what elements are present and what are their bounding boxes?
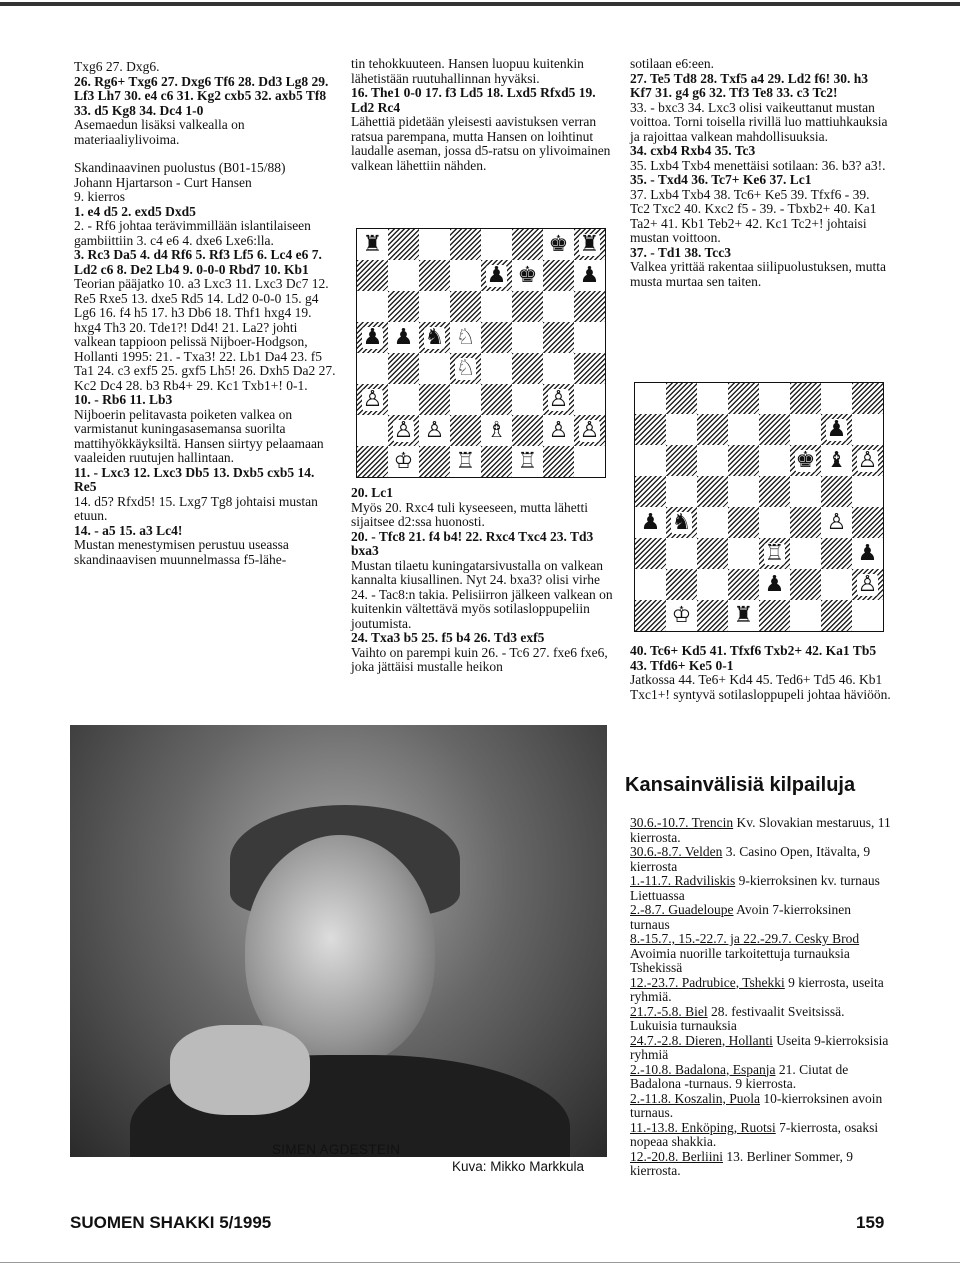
board-square — [759, 383, 790, 414]
board-square — [635, 383, 666, 414]
chess-piece: ♟ — [857, 540, 878, 566]
board-square — [759, 414, 790, 445]
board-square — [821, 445, 852, 476]
board-square — [574, 415, 605, 446]
board-square — [357, 291, 388, 322]
chess-piece: ♟ — [826, 416, 847, 442]
board-square — [357, 446, 388, 477]
board-square — [697, 445, 728, 476]
tournament-desc: 10-kierroksinen avoin turnaus. — [630, 1090, 883, 1120]
board-square — [635, 476, 666, 507]
paragraph: 24. Txa3 b5 25. f5 b4 26. Td3 exf5 — [351, 630, 545, 645]
board-square — [666, 507, 697, 538]
board-square — [635, 569, 666, 600]
paragraph: 34. cxb4 Rxb4 35. Tc3 — [630, 143, 756, 158]
board-square — [512, 291, 543, 322]
board-square — [635, 538, 666, 569]
board-square — [728, 600, 759, 631]
tournament-item — [630, 1005, 892, 1034]
chess-piece: ♖ — [517, 448, 538, 474]
paragraph: 14. d5? Rfxd5! 15. Lxg7 Tg8 johtaisi mustan etuun. — [74, 493, 318, 523]
paragraph: Myös 20. Rxc4 tuli kyseeseen, mutta lähetti sijaitsee d2:ssa huonosti. — [351, 499, 588, 529]
paragraph: 10. - Rb6 11. Lb3 — [74, 392, 173, 407]
board-square — [666, 445, 697, 476]
chess-piece: ♙ — [548, 386, 569, 412]
chess-piece: ♙ — [826, 509, 847, 535]
board-square — [697, 383, 728, 414]
board-square — [666, 538, 697, 569]
paragraph: 2. - Rf6 johtaa terävimmillään islantilaiseen gambiittiin 3. c4 e6 4. dxe6 Lxe6:lla. — [74, 218, 311, 248]
tournament-date-place: 2.-11.8. Koszalin, Puola — [630, 1090, 760, 1106]
text-column-3 — [630, 57, 892, 289]
chess-piece: ♚ — [795, 447, 816, 473]
board-square — [790, 476, 821, 507]
chess-piece: ♖ — [764, 540, 785, 566]
board-square — [512, 415, 543, 446]
board-square — [512, 229, 543, 260]
board-square — [419, 415, 450, 446]
paragraph: 3. Rc3 Da5 4. d4 Rf6 5. Rf3 Lf5 6. Lc4 e6 7. Ld2 c6 8. De2 Lb4 9. 0-0-0 Rbd7 10. Kb1 — [74, 247, 322, 277]
paragraph: 35. - Txd4 36. Tc7+ Ke6 37. Lc1 — [630, 172, 812, 187]
board-square — [759, 569, 790, 600]
board-square — [852, 538, 883, 569]
tournament-desc: 13. Berliner Sommer, 9 kierrosta. — [630, 1148, 853, 1178]
tournament-item — [630, 1150, 892, 1179]
photo-caption: SIMEN AGDESTEIN — [272, 1142, 401, 1157]
board-square — [388, 229, 419, 260]
board-square — [450, 446, 481, 477]
board-square — [759, 600, 790, 631]
tournament-date-place: 2.-8.7. Guadeloupe — [630, 902, 734, 917]
footer-magazine: SUOMEN SHAKKI 5/1995 — [70, 1213, 272, 1232]
tournament-date-place: 21.7.-5.8. Biel — [630, 1003, 708, 1019]
board-square — [419, 353, 450, 384]
board-square — [543, 353, 574, 384]
board-square — [852, 383, 883, 414]
photo-hand — [170, 1025, 310, 1115]
paragraph: Lähettiä pidetään yleisesti aavistuksen verran ratsua parempana, mutta Hansen on loihtinut laudalle aseman, jossa d5-ratsu on ylivoimainen valkean lähettiin nähden. — [351, 114, 611, 173]
board-square — [574, 446, 605, 477]
chess-piece: ♔ — [393, 448, 414, 474]
board-square — [635, 507, 666, 538]
text-column-3-lower — [630, 644, 892, 702]
board-square — [852, 507, 883, 538]
tournament-item — [630, 932, 892, 976]
board-square — [357, 415, 388, 446]
tournament-desc: 9-kierroksinen kv. turnaus Liettuassa — [630, 873, 880, 903]
tournament-item — [630, 1092, 892, 1121]
board-square — [852, 569, 883, 600]
paragraph: 27. Te5 Td8 28. Txf5 a4 29. Ld2 f6! 30. h3 Kf7 31. g4 g6 32. Tf3 Te8 33. c3 Tc2! — [630, 70, 869, 100]
board-square — [543, 384, 574, 415]
tournament-item — [630, 845, 892, 874]
board-square — [574, 322, 605, 353]
tournament-item — [630, 816, 892, 845]
paragraph: 35. Lxb4 Txb4 menettäisi sotilaan: 36. b3? a3!. — [630, 157, 886, 173]
chess-piece: ♜ — [579, 231, 600, 257]
board-square — [419, 322, 450, 353]
board-square — [388, 384, 419, 415]
text-column-2-lower — [351, 486, 613, 675]
paragraph: Nijboerin pelitavasta poiketen valkea on varmistanut kuningasasemansa suorilta mattihyökkäyksiltä. Hansen siirtyy pelaamaan vaaleiden ruutujen hallintaan. — [74, 406, 324, 465]
board-square — [666, 476, 697, 507]
board-square — [635, 445, 666, 476]
chess-piece: ♙ — [857, 571, 878, 597]
board-square — [481, 384, 512, 415]
board-square — [574, 384, 605, 415]
board-square — [450, 384, 481, 415]
chess-piece: ♔ — [671, 602, 692, 628]
top-rule — [0, 2, 960, 6]
board-square — [790, 445, 821, 476]
board-square — [821, 600, 852, 631]
chess-piece: ♙ — [393, 417, 414, 443]
tournament-desc: Avoimia nuorille tarkoitettuja turnauksia Tshekissä — [630, 945, 850, 975]
paragraph: Mustan tilaetu kuningatarsivustalla on valkean kannalta kiusallinen. Nyt 24. bxa3? olisi virhe 24. - Tac8:n takia. Pelisiirron jälkeen valkean on kuitenkin vältettävä myös sotilasloppupeliin joutumista. — [351, 557, 613, 631]
chess-piece: ♚ — [548, 231, 569, 257]
paragraph: sotilaan e6:een. — [630, 56, 714, 71]
board-square — [450, 353, 481, 384]
chess-piece: ♚ — [517, 262, 538, 288]
board-square — [574, 353, 605, 384]
paragraph: 40. Tc6+ Kd5 41. Tfxf6 Txb2+ 42. Ka1 Tb5 43. Tfd6+ Ke5 0-1 — [630, 643, 877, 673]
board-square — [481, 415, 512, 446]
board-square — [759, 538, 790, 569]
chess-piece: ♖ — [455, 448, 476, 474]
board-square — [481, 260, 512, 291]
tournament-item — [630, 1121, 892, 1150]
tournament-date-place: 11.-13.8. Enköping, Ruotsi — [630, 1119, 776, 1135]
tournament-desc: Useita 9-kierroksisia ryhmiä — [630, 1032, 889, 1062]
board-square — [790, 507, 821, 538]
board-square — [512, 260, 543, 291]
board-square — [666, 414, 697, 445]
tournament-item — [630, 903, 892, 932]
board-square — [728, 445, 759, 476]
board-square — [543, 229, 574, 260]
board-square — [450, 291, 481, 322]
chess-piece: ♟ — [764, 571, 785, 597]
board-square — [728, 476, 759, 507]
tournament-list — [630, 816, 892, 1179]
text-column-2 — [351, 57, 613, 173]
board-square — [512, 322, 543, 353]
board-square — [852, 445, 883, 476]
section-title: Kansainvälisiä kilpailuja — [625, 774, 856, 796]
board-square — [512, 384, 543, 415]
board-square — [821, 383, 852, 414]
board-square — [481, 353, 512, 384]
board-square — [759, 507, 790, 538]
board-square — [697, 414, 728, 445]
paragraph — [74, 147, 336, 161]
tournament-item — [630, 1063, 892, 1092]
paragraph: 26. Rg6+ Txg6 27. Dxg6 Tf6 28. Dd3 Lg8 29. Lf3 Lh7 30. e4 c6 31. Kg2 cxb5 32. axb5 Tf8 33. d5 Kg8 34. Dc4 1-0 — [74, 73, 329, 118]
board-square — [697, 538, 728, 569]
board-square — [728, 383, 759, 414]
board-square — [450, 229, 481, 260]
board-square — [790, 569, 821, 600]
player-photo — [70, 725, 607, 1157]
paragraph: Skandinaavinen puolustus (B01-15/88) — [74, 160, 286, 175]
chess-piece: ♘ — [455, 324, 476, 350]
chess-piece: ♟ — [393, 324, 414, 350]
board-square — [697, 476, 728, 507]
tournament-date-place: 24.7.-2.8. Dieren, Hollanti — [630, 1032, 773, 1048]
paragraph: Johann Hjartarson - Curt Hansen — [74, 174, 252, 190]
tournament-desc: 28. festivaalit Sveitsissä. Lukuisia turnauksia — [630, 1003, 845, 1033]
board-square — [357, 353, 388, 384]
chess-diagram-1 — [356, 228, 606, 478]
chess-piece: ♜ — [733, 602, 754, 628]
board-square — [388, 446, 419, 477]
tournament-date-place: 1.-11.7. Radviliskis — [630, 873, 736, 888]
board-square — [419, 229, 450, 260]
tournament-date-place: 2.-10.8. Badalona, Espanja — [630, 1061, 776, 1077]
board-square — [512, 353, 543, 384]
board-square — [543, 322, 574, 353]
bottom-rule — [0, 1262, 960, 1263]
chess-piece: ♝ — [826, 447, 847, 473]
board-square — [388, 260, 419, 291]
chess-piece: ♗ — [486, 417, 507, 443]
board-square — [821, 569, 852, 600]
paragraph: 14. - a5 15. a3 Lc4! — [74, 522, 183, 538]
board-square — [821, 507, 852, 538]
board-square — [790, 414, 821, 445]
board-square — [728, 507, 759, 538]
board-square — [419, 446, 450, 477]
board-square — [481, 446, 512, 477]
board-square — [543, 260, 574, 291]
board-square — [357, 322, 388, 353]
board-square — [574, 260, 605, 291]
board-square — [697, 600, 728, 631]
board-square — [543, 446, 574, 477]
board-square — [728, 569, 759, 600]
board-square — [852, 414, 883, 445]
chess-piece: ♟ — [486, 262, 507, 288]
tournament-desc: 3. Casino Open, Itävalta, 9 kierrosta — [630, 844, 871, 874]
board-square — [388, 322, 419, 353]
board-square — [666, 600, 697, 631]
tournament-item — [630, 874, 892, 903]
board-square — [790, 600, 821, 631]
board-square — [481, 322, 512, 353]
board-square — [419, 384, 450, 415]
tournament-desc: 7-kierrosta, osaksi nopeaa shakkia. — [630, 1119, 879, 1149]
chess-piece: ♙ — [579, 417, 600, 443]
board-square — [821, 476, 852, 507]
paragraph: 9. kierros — [74, 189, 125, 204]
board-square — [450, 260, 481, 291]
tournament-item — [630, 1034, 892, 1063]
paragraph: Teorian pääjatko 10. a3 Lxc3 11. Lxc3 Dc7 12. Re5 Rxe5 13. dxe5 Rd5 14. Ld2 0-0-0 15. g4 Lg6 16. f4 h5 17. h3 Db6 18. Thf1 hxg4 19. hxg4 Th3 20. Tde1?! Dd4! 21. La2? johti valkean tappioon pelissä Nijboer-Hodgson, Hollanti 1995: 21. - Txa3! 22. Lb1 Da4 23. f5 Ta1 24. c3 exf5 25. gxf5 Lh5! 26. Dxh5 Da2 27. Kc2 Dc4 28. b3 Rb4+ 29. Kc1 Txb1+! 0-1. — [74, 276, 336, 393]
tournament-date-place: 12.-23.7. Padrubice, Tshekki — [630, 974, 785, 990]
chess-piece: ♞ — [671, 509, 692, 535]
board-square — [450, 415, 481, 446]
paragraph: 11. - Lxc3 12. Lxc3 Db5 13. Dxb5 cxb5 14. Re5 — [74, 464, 315, 494]
chess-piece: ♙ — [424, 417, 445, 443]
paragraph: tin tehokkuuteen. Hansen luopuu kuitenkin lähetistään ruutuhallinnan hyväksi. — [351, 56, 584, 86]
paragraph: Valkea yrittää rakentaa siilipuolustuksen, mutta musta murtaa sen taiten. — [630, 259, 887, 289]
board-square — [357, 384, 388, 415]
board-square — [357, 229, 388, 260]
board-square — [543, 415, 574, 446]
tournament-desc: Avoin 7-kierroksinen turnaus — [630, 902, 851, 932]
chess-piece: ♟ — [579, 262, 600, 288]
chess-piece: ♟ — [640, 509, 661, 535]
text-column-1 — [74, 60, 336, 567]
tournament-date-place: 30.6.-10.7. Trencin — [630, 815, 734, 830]
paragraph: 20. Lc1 — [351, 485, 393, 500]
paragraph: 1. e4 d5 2. exd5 Dxd5 — [74, 203, 196, 219]
paragraph: Txg6 27. Dxg6. — [74, 59, 160, 74]
tournament-date-place: 8.-15.7., 15.-22.7. ja 22.-29.7. Cesky Brod — [630, 931, 860, 946]
paragraph: 37. - Td1 38. Tcc3 — [630, 244, 732, 260]
board-square — [697, 507, 728, 538]
paragraph: Asemaedun lisäksi valkealla on materiaaliylivoima. — [74, 117, 245, 147]
chess-piece: ♙ — [548, 417, 569, 443]
board-square — [574, 291, 605, 322]
board-square — [852, 600, 883, 631]
board-square — [481, 229, 512, 260]
board-square — [697, 569, 728, 600]
board-square — [481, 291, 512, 322]
paragraph: Jatkossa 44. Te6+ Kd4 45. Ted6+ Td5 46. Kb1 Txc1+! syntyvä sotilasloppupeli johtaa häviöön. — [630, 672, 891, 702]
tournament-date-place: 30.6.-8.7. Velden — [630, 844, 723, 859]
board-square — [388, 415, 419, 446]
board-square — [666, 383, 697, 414]
board-square — [821, 414, 852, 445]
board-square — [759, 476, 790, 507]
paragraph: 33. - bxc3 34. Lxc3 olisi vaikeuttanut mustan voittoa. Torni toisella rivillä luo mattiuhkauksia ja rajoittaa valkean mahdollisuuksia. — [630, 99, 888, 144]
photo-credit: Kuva: Mikko Markkula — [452, 1159, 585, 1174]
board-square — [759, 445, 790, 476]
chess-diagram-2 — [634, 382, 884, 632]
board-square — [852, 476, 883, 507]
board-square — [728, 414, 759, 445]
chess-piece: ♘ — [455, 355, 476, 381]
tournament-desc: 21. Ciutat de Badalona -turnaus. 9 kierrosta. — [630, 1061, 849, 1091]
chess-piece: ♙ — [362, 386, 383, 412]
board-square — [635, 600, 666, 631]
board-square — [450, 322, 481, 353]
chess-piece: ♜ — [362, 231, 383, 257]
board-square — [419, 291, 450, 322]
paragraph: Mustan menestymisen perustuu useassa skandinaavisen muunnelmassa f5-lähe- — [74, 537, 289, 567]
board-square — [821, 538, 852, 569]
tournament-date-place: 12.-20.8. Berliini — [630, 1148, 723, 1164]
chess-piece: ♙ — [857, 447, 878, 473]
board-square — [728, 538, 759, 569]
board-square — [357, 260, 388, 291]
board-square — [574, 229, 605, 260]
footer-page-number: 159 — [856, 1213, 885, 1232]
board-square — [388, 353, 419, 384]
board-square — [419, 260, 450, 291]
board-square — [666, 569, 697, 600]
paragraph: Vaihto on parempi kuin 26. - Tc6 27. fxe6 fxe6, joka jättäisi mustalle heikon — [351, 644, 608, 674]
tournament-desc: 9 kierrosta, useita ryhmiä. — [630, 974, 884, 1004]
chess-piece: ♟ — [362, 324, 383, 350]
paragraph: 20. - Tfc8 21. f4 b4! 22. Rxc4 Txc4 23. Td3 bxa3 — [351, 528, 594, 558]
board-square — [512, 446, 543, 477]
board-square — [543, 291, 574, 322]
board-square — [388, 291, 419, 322]
board-square — [635, 414, 666, 445]
paragraph: 16. The1 0-0 17. f3 Ld5 18. Lxd5 Rfxd5 19. Ld2 Rc4 — [351, 85, 596, 115]
board-square — [790, 538, 821, 569]
tournament-desc: Kv. Slovakian mestaruus, 11 kierrosta. — [630, 815, 891, 845]
board-square — [790, 383, 821, 414]
chess-piece: ♞ — [424, 324, 445, 350]
tournament-item — [630, 976, 892, 1005]
paragraph: 37. Lxb4 Txb4 38. Tc6+ Ke5 39. Tfxf6 - 39. Tc2 Txc2 40. Kxc2 f5 - 39. - Tbxb2+ 40. Ka1 Ta2+ 41. Kb1 Teb2+ 42. Kc1 Tc2+! johtaisi mustan voittoon. — [630, 186, 877, 245]
